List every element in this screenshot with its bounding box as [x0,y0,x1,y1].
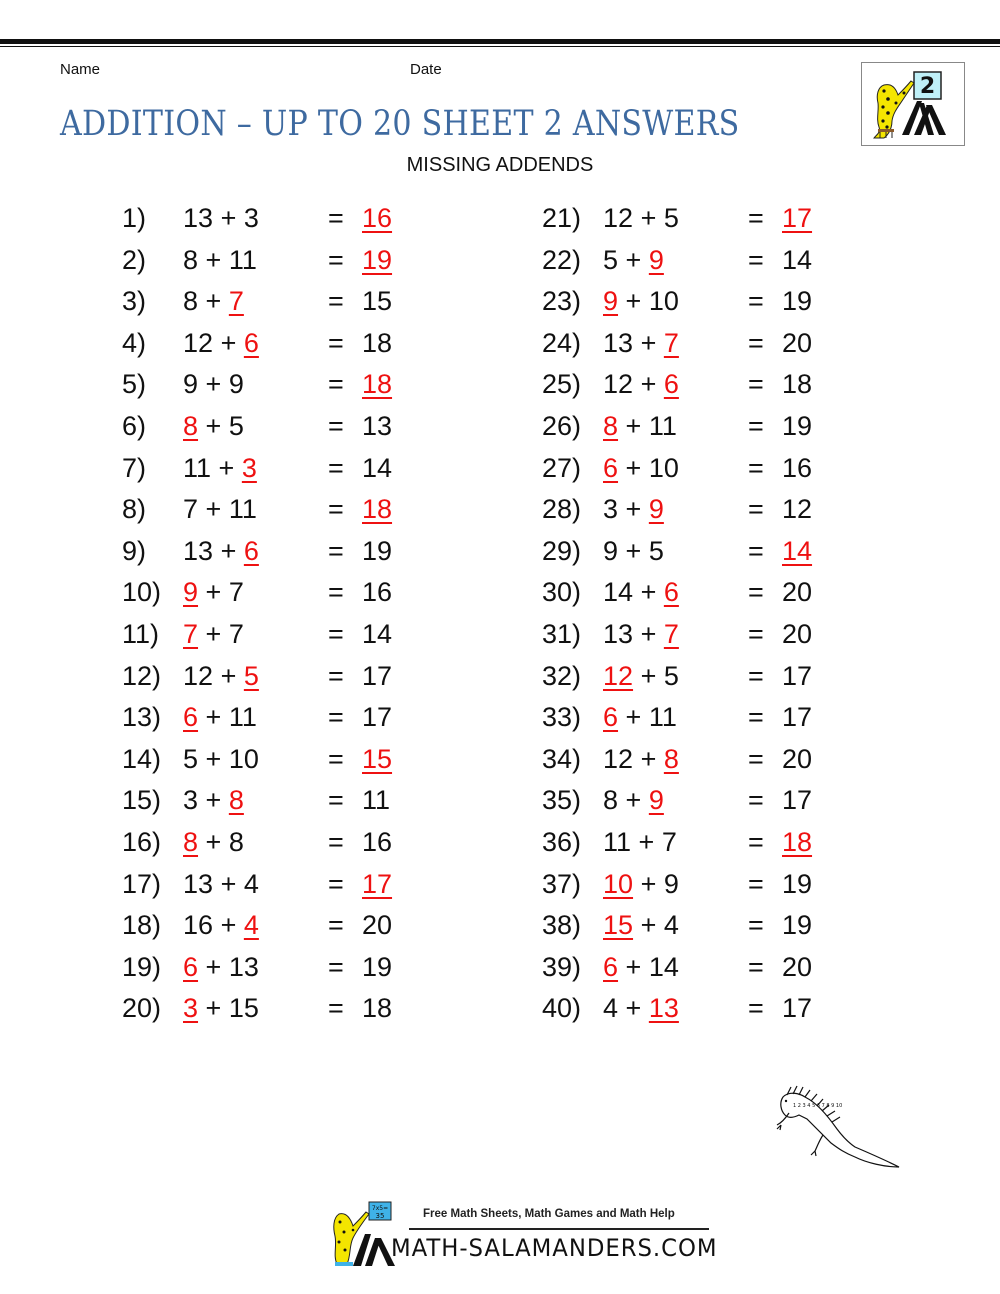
plus-sign: + [220,910,237,941]
problem-expression [183,281,244,323]
plus-sign: + [205,993,222,1024]
problem-number: 37) [542,868,582,899]
answer-addend-b: 6 [663,577,679,608]
problem-number: 10) [122,577,162,608]
addend-a: 5 [603,244,619,275]
problem-expression [183,822,244,864]
plus-sign: + [640,577,657,608]
problem-expression [603,531,664,573]
salamander-easel-logo-icon [861,62,965,146]
addend-a: 8 [183,286,199,317]
equals-sign: = [328,868,344,899]
problem-expression [603,780,664,822]
addend-a: 11 [183,452,212,483]
addend-b: 13 [228,951,259,982]
addend-a: 3 [183,785,199,816]
equals-sign: = [748,826,764,857]
sum: 18 [362,993,393,1024]
problem-expression [183,697,257,739]
answer-addend-a: 15 [603,910,634,941]
problem-expression [183,323,259,365]
answer-addend-b: 6 [663,369,679,400]
addend-b: 7 [228,577,244,608]
plus-sign: + [205,577,222,608]
equals-sign: = [748,910,764,941]
addend-a: 13 [183,535,214,566]
answer-sum: 14 [782,535,813,566]
addend-b: 7 [661,826,677,857]
problem-number: 17) [122,868,162,899]
salamander-number-line-icon [775,1085,905,1170]
addend-b: 11 [648,410,677,441]
top-rule-thin [0,46,1000,47]
sum: 16 [782,452,813,483]
plus-sign: + [220,868,237,899]
answer-sum: 18 [362,494,393,525]
problem-number: 40) [542,993,582,1024]
top-rule-thick [0,39,1000,44]
answer-addend-a: 8 [603,410,619,441]
problem-number: 5) [122,369,147,400]
answer-addend-a: 6 [183,702,199,733]
equals-sign: = [748,452,764,483]
plus-sign: + [205,951,222,982]
plus-sign: + [640,203,657,233]
plus-sign: + [205,410,222,441]
equals-sign: = [748,702,764,733]
equals-sign: = [748,203,764,233]
sum: 19 [782,910,813,941]
answer-addend-a: 3 [183,993,199,1024]
answer-addend-b: 7 [228,286,244,317]
plus-sign: + [205,702,222,733]
problem-expression [603,572,679,614]
equals-sign: = [328,244,344,275]
problem-number: 3) [122,286,147,317]
sum: 18 [362,327,393,358]
problem-number: 18) [122,910,162,941]
equals-sign: = [328,910,344,941]
equals-sign: = [328,785,344,816]
equals-sign: = [748,327,764,358]
addend-b: 10 [648,286,679,317]
problem-number: 24) [542,327,582,358]
problem-expression [183,739,259,781]
addend-b: 11 [648,702,677,733]
answer-addend-a: 8 [183,826,199,857]
sum: 19 [362,951,393,982]
problem-expression [603,697,677,739]
equals-sign: = [328,203,344,233]
problem-expression [183,905,259,947]
plus-sign: + [205,743,222,774]
answer-addend-a: 12 [603,660,634,691]
sum: 14 [782,244,813,275]
plus-sign: + [205,618,222,649]
footer-divider [409,1228,709,1230]
addend-b: 4 [243,868,259,899]
answer-sum: 19 [362,244,393,275]
sum: 15 [362,286,393,317]
problem-number: 33) [542,702,582,733]
answer-addend-a: 9 [183,577,199,608]
problem-number: 4) [122,327,147,358]
problem-expression [603,364,679,406]
addend-b: 11 [228,494,257,525]
problem-expression [603,864,679,906]
answer-sum: 16 [362,203,393,233]
addend-a: 13 [183,203,214,233]
addend-b: 11 [228,244,257,275]
sum: 20 [782,743,813,774]
addend-b: 5 [228,410,244,441]
equals-sign: = [748,868,764,899]
sum: 17 [782,993,813,1024]
problem-number: 14) [122,743,162,774]
plus-sign: + [640,327,657,358]
equals-sign: = [328,494,344,525]
addend-a: 9 [183,369,199,400]
name-label: Name [60,61,101,78]
sum: 14 [362,452,393,483]
problem-number: 16) [122,826,162,857]
sum: 19 [362,535,393,566]
problem-expression [603,198,679,240]
addend-a: 11 [603,826,632,857]
plus-sign: + [205,826,222,857]
problem-number: 20) [122,993,162,1024]
plus-sign: + [625,494,642,525]
sum: 20 [362,910,393,941]
addend-b: 9 [228,369,244,400]
addend-a: 3 [603,494,619,525]
footer-tagline: Free Math Sheets, Math Games and Math Help [423,1208,675,1220]
sum: 16 [362,826,393,857]
sum: 20 [782,618,813,649]
sum: 19 [782,286,813,317]
problem-number: 32) [542,660,582,691]
sum: 20 [782,577,813,608]
answer-addend-a: 7 [183,618,199,649]
problem-expression [603,489,664,531]
equals-sign: = [328,327,344,358]
sum: 17 [362,660,393,691]
addend-b: 10 [228,743,259,774]
equals-sign: = [748,244,764,275]
problem-number: 7) [122,452,147,483]
plus-sign: + [625,286,642,317]
problem-number: 29) [542,535,582,566]
addend-a: 8 [183,244,199,275]
equals-sign: = [328,702,344,733]
problem-expression [603,739,679,781]
addend-b: 11 [228,702,257,733]
equals-sign: = [328,618,344,649]
plus-sign: + [638,826,655,857]
problem-number: 12) [122,660,162,691]
addend-a: 16 [183,910,214,941]
equals-sign: = [748,577,764,608]
addend-b: 5 [663,660,679,691]
equals-sign: = [328,993,344,1024]
answer-addend-b: 9 [648,494,664,525]
plus-sign: + [625,702,642,733]
sum: 14 [362,618,393,649]
problem-expression [603,240,664,282]
answer-addend-b: 8 [228,785,244,816]
equals-sign: = [748,743,764,774]
sum: 20 [782,951,813,982]
answer-addend-b: 7 [663,327,679,358]
equals-sign: = [748,494,764,525]
answer-sum: 17 [782,203,813,233]
problem-expression [183,489,257,531]
plus-sign: + [625,993,642,1024]
plus-sign: + [640,910,657,941]
problem-number: 2) [122,244,147,275]
problem-expression [183,531,259,573]
problem-number: 35) [542,785,582,816]
problem-number: 39) [542,951,582,982]
addend-a: 4 [603,993,619,1024]
answer-sum: 18 [782,826,813,857]
addend-b: 9 [663,868,679,899]
answer-addend-b: 3 [241,452,257,483]
answer-addend-a: 8 [183,410,199,441]
plus-sign: + [625,951,642,982]
equals-sign: = [748,410,764,441]
addend-b: 5 [663,203,679,233]
sum: 13 [362,410,393,441]
addend-a: 14 [603,577,634,608]
problem-expression [603,947,679,989]
addend-b: 4 [663,910,679,941]
equals-sign: = [748,660,764,691]
problem-number: 36) [542,826,582,857]
problem-expression [183,780,244,822]
equals-sign: = [328,452,344,483]
addend-b: 3 [243,203,259,233]
sum: 16 [362,577,393,608]
problem-number: 6) [122,410,147,441]
plus-sign: + [220,203,237,233]
sum: 20 [782,327,813,358]
answer-addend-b: 4 [243,910,259,941]
problem-expression [603,448,679,490]
addend-b: 8 [228,826,244,857]
sum: 17 [782,785,813,816]
plus-sign: + [205,244,222,275]
answer-addend-b: 7 [663,618,679,649]
problem-number: 30) [542,577,582,608]
equals-sign: = [328,743,344,774]
answer-sum: 17 [362,868,393,899]
sum: 19 [782,410,813,441]
addend-a: 13 [603,327,634,358]
problem-expression [183,406,244,448]
addend-a: 13 [603,618,634,649]
plus-sign: + [220,660,237,691]
svg-text:2: 2 [919,74,936,99]
plus-sign: + [205,369,222,400]
problem-number: 25) [542,369,582,400]
svg-text:7x5=: 7x5= [371,1205,389,1212]
answer-addend-b: 6 [243,327,259,358]
problem-number: 22) [542,244,582,275]
plus-sign: + [220,535,237,566]
problem-expression [183,864,259,906]
sum: 11 [362,785,391,816]
sum: 17 [782,702,813,733]
problem-number: 21) [542,203,582,233]
plus-sign: + [625,785,642,816]
equals-sign: = [748,951,764,982]
svg-text:1 2 3 4 5 6 7 8 9 10: 1 2 3 4 5 6 7 8 9 10 [793,1103,843,1109]
plus-sign: + [218,452,235,483]
problem-expression [603,614,679,656]
problem-expression [603,406,677,448]
addend-a: 7 [183,494,199,525]
equals-sign: = [328,660,344,691]
answer-addend-b: 8 [663,743,679,774]
addend-a: 12 [603,743,634,774]
answer-addend-a: 9 [603,286,619,317]
answer-sum: 15 [362,743,393,774]
answer-sum: 18 [362,369,393,400]
plus-sign: + [625,535,642,566]
addend-a: 5 [183,743,199,774]
problem-number: 26) [542,410,582,441]
plus-sign: + [220,327,237,358]
answer-addend-a: 6 [603,452,619,483]
answer-addend-b: 6 [243,535,259,566]
answer-addend-a: 10 [603,868,634,899]
addend-a: 12 [603,203,634,233]
addend-a: 9 [603,535,619,566]
addend-a: 8 [603,785,619,816]
answer-addend-a: 6 [603,951,619,982]
problem-number: 38) [542,910,582,941]
sum: 12 [782,494,813,525]
problem-expression [183,572,244,614]
equals-sign: = [748,535,764,566]
addend-b: 5 [648,535,664,566]
equals-sign: = [748,369,764,400]
problem-expression [603,656,679,698]
problem-expression [183,656,259,698]
problem-expression [183,364,244,406]
plus-sign: + [205,785,222,816]
equals-sign: = [328,286,344,317]
problem-number: 8) [122,494,147,525]
addend-a: 13 [183,868,214,899]
sum: 17 [362,702,393,733]
plus-sign: + [640,660,657,691]
problem-expression [183,240,257,282]
problem-number: 23) [542,286,582,317]
problem-number: 1) [122,203,147,233]
plus-sign: + [640,743,657,774]
plus-sign: + [640,868,657,899]
equals-sign: = [328,951,344,982]
addend-a: 12 [603,369,634,400]
equals-sign: = [748,993,764,1024]
equals-sign: = [328,577,344,608]
problem-expression [603,822,677,864]
addend-b: 10 [648,452,679,483]
equals-sign: = [748,618,764,649]
problem-number: 11) [122,618,160,649]
plus-sign: + [640,369,657,400]
problem-number: 27) [542,452,582,483]
problem-expression [603,905,679,947]
problem-expression [183,614,244,656]
footer-site-name: MATH-SALAMANDERS.COM [391,1234,718,1262]
addend-b: 14 [648,951,679,982]
problem-expression [603,281,679,323]
answer-addend-a: 6 [183,951,199,982]
site-footer-logo [325,1200,718,1270]
plus-sign: + [625,244,642,275]
answer-addend-a: 6 [603,702,619,733]
equals-sign: = [748,286,764,317]
plus-sign: + [205,494,222,525]
sum: 18 [782,369,813,400]
problem-number: 34) [542,743,582,774]
problem-expression [183,448,257,490]
problem-number: 13) [122,702,162,733]
problem-number: 31) [542,618,582,649]
plus-sign: + [640,618,657,649]
equals-sign: = [328,535,344,566]
equals-sign: = [748,785,764,816]
sum: 17 [782,660,813,691]
plus-sign: + [205,286,222,317]
problem-expression [183,198,259,240]
page-title: ADDITION – UP TO 20 SHEET 2 ANSWERS [60,104,740,144]
problem-number: 15) [122,785,162,816]
svg-text:35: 35 [375,1212,385,1220]
problem-expression [603,988,679,1030]
problem-expression [183,988,259,1030]
problem-number: 28) [542,494,582,525]
addend-b: 15 [228,993,259,1024]
plus-sign: + [625,452,642,483]
date-label: Date [410,61,442,78]
problem-expression [183,947,259,989]
problem-number: 9) [122,535,147,566]
answer-addend-b: 5 [243,660,259,691]
problem-expression [603,323,679,365]
page-subtitle: MISSING ADDENDS [406,154,594,176]
equals-sign: = [328,410,344,441]
answer-addend-b: 9 [648,785,664,816]
addend-b: 7 [228,618,244,649]
sum: 19 [782,868,813,899]
answer-addend-b: 9 [648,244,664,275]
addend-a: 12 [183,660,214,691]
equals-sign: = [328,369,344,400]
equals-sign: = [328,826,344,857]
problem-number: 19) [122,951,162,982]
addend-a: 12 [183,327,214,358]
answer-addend-b: 13 [648,993,679,1024]
plus-sign: + [625,410,642,441]
